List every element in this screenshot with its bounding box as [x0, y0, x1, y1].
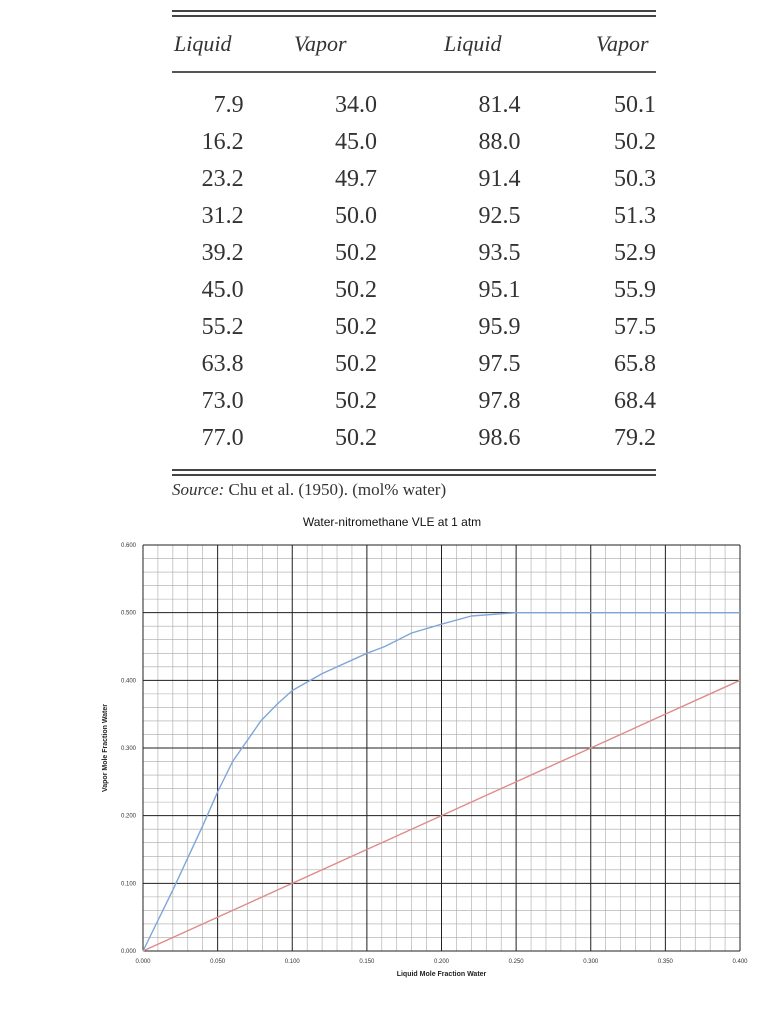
- table-cell: 50.2: [335, 388, 378, 414]
- table-cell: 45.0: [335, 129, 378, 155]
- x-tick-labels: [135, 959, 748, 965]
- y-tick-label: 0.200: [120, 813, 136, 820]
- y-tick-label: 0.300: [120, 746, 136, 752]
- y-axis-label: Vapor Mole Fraction Water: [102, 703, 109, 793]
- x-tick-label: 0.150: [359, 959, 375, 965]
- table-cell: 68.4: [613, 388, 656, 414]
- table-cell: 55.2: [201, 314, 244, 340]
- x-tick-label: 0.050: [210, 959, 226, 965]
- table-cell: 57.5: [613, 314, 656, 340]
- table-cell: 81.4: [478, 92, 521, 118]
- table-cell: 88.0: [478, 129, 521, 155]
- source-text: Chu et al. (1950). (mol% water): [224, 480, 447, 499]
- y-tick-label: 0.100: [120, 881, 136, 888]
- table-cell: 91.4: [478, 166, 521, 192]
- x-tick-label: 0.400: [732, 959, 748, 965]
- x-tick-label: 0.200: [433, 959, 450, 965]
- table-cell: 23.2: [201, 166, 244, 192]
- header-liquid-2: Liquid: [444, 31, 502, 56]
- table-cell: 97.8: [478, 388, 521, 414]
- table-cell: 95.1: [478, 277, 521, 303]
- table-cell: 73.0: [201, 388, 244, 414]
- table-cell: 50.2: [335, 425, 378, 451]
- table-cell: 49.7: [335, 166, 378, 192]
- table-cell: 97.5: [478, 351, 521, 377]
- y-tick-label: 0.600: [120, 543, 136, 549]
- table-cell: 50.2: [335, 314, 378, 340]
- table-cell: 45.0: [201, 277, 244, 303]
- table-cell: 7.9: [213, 92, 244, 118]
- y-tick-label: 0.500: [120, 610, 136, 617]
- table-cell: 34.0: [335, 92, 378, 118]
- table-cell: 51.3: [613, 203, 656, 229]
- table-cell: 50.2: [335, 351, 378, 377]
- table-cell: 77.0: [201, 425, 244, 451]
- table-cell: 50.2: [613, 129, 656, 155]
- table-cell: 39.2: [201, 240, 244, 266]
- table-cell: 79.2: [613, 425, 656, 451]
- table-cell: 50.3: [613, 166, 656, 192]
- source-label: Source:: [172, 480, 225, 499]
- chart-title: Water-nitromethane VLE at 1 atm: [302, 515, 482, 529]
- table-cell: 95.9: [478, 314, 521, 340]
- table-cell: 50.0: [335, 203, 378, 229]
- header-vapor-1: Vapor: [294, 31, 347, 56]
- header-liquid-1: Liquid: [174, 31, 232, 56]
- table-cell: 50.2: [335, 240, 378, 266]
- table-cell: 52.9: [613, 240, 656, 266]
- x-tick-label: 0.100: [284, 959, 300, 965]
- header-vapor-2: Vapor: [596, 31, 649, 56]
- table-cell: 16.2: [201, 129, 244, 155]
- table-cell: 31.2: [201, 203, 244, 229]
- y-tick-label: 0.000: [120, 949, 136, 955]
- x-tick-label: 0.300: [583, 959, 599, 965]
- table-cell: 63.8: [201, 351, 244, 377]
- y-tick-labels: [121, 543, 137, 955]
- x-tick-label: 0.250: [508, 959, 524, 965]
- table-cell: 65.8: [613, 351, 656, 377]
- table-cell: 50.2: [335, 277, 378, 303]
- table-cell: 93.5: [478, 240, 521, 266]
- x-tick-label: 0.350: [657, 959, 673, 965]
- table-cell: 55.9: [613, 277, 656, 303]
- table-cell: 92.5: [478, 203, 521, 229]
- table-cell: 50.1: [613, 92, 656, 118]
- x-tick-label: 0.000: [135, 959, 151, 965]
- x-axis-label: Liquid Mole Fraction Water: [396, 971, 487, 978]
- y-tick-label: 0.400: [120, 678, 136, 685]
- table-cell: 98.6: [478, 425, 521, 451]
